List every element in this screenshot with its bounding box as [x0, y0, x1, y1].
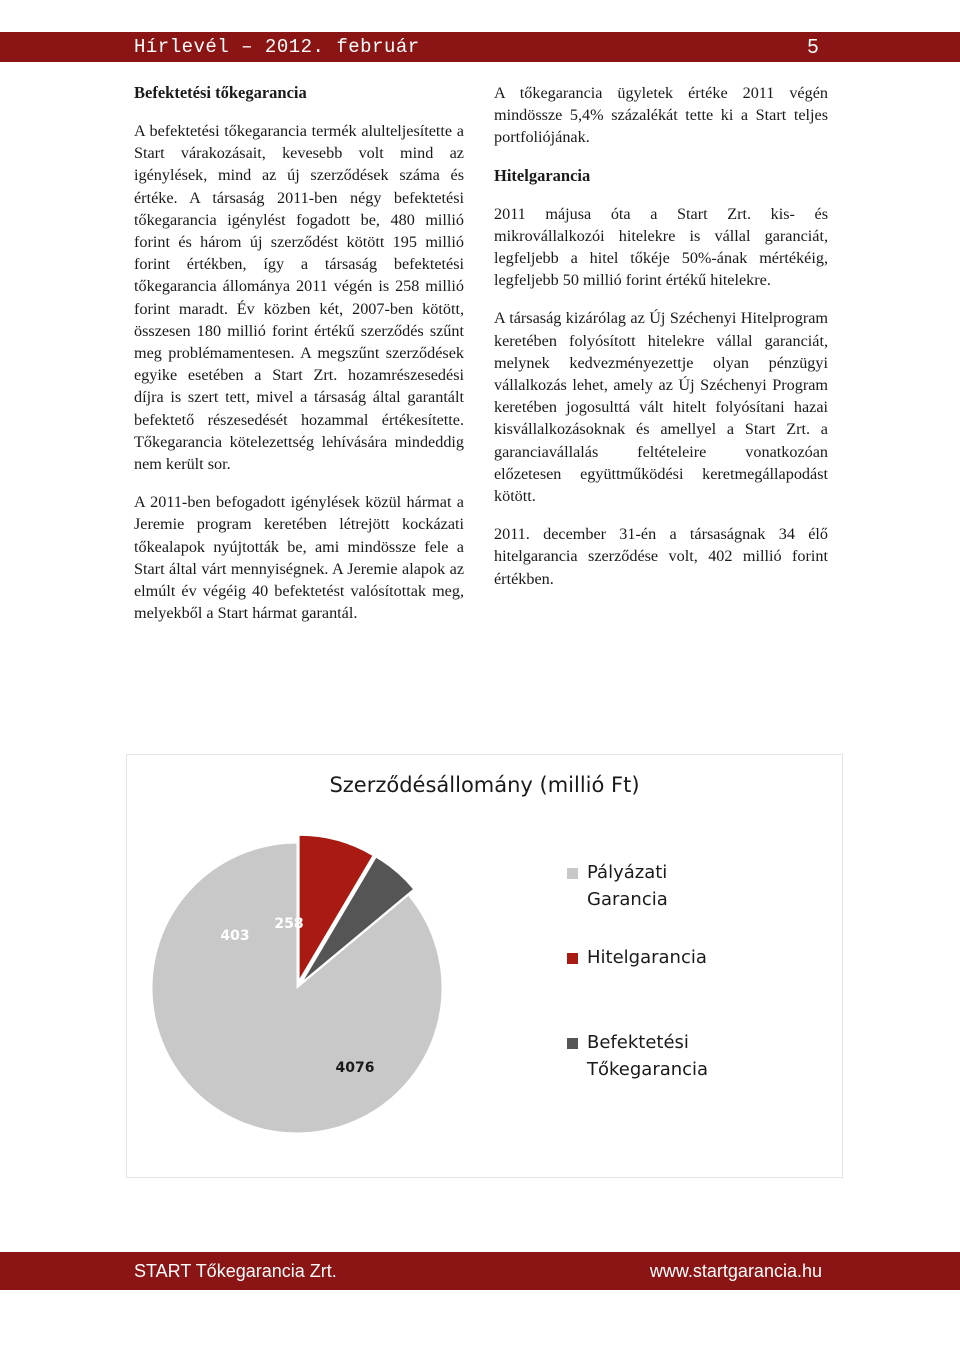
left-column: [134, 82, 464, 640]
section-heading-investment-guarantee: Befektetési tőkegarancia: [134, 83, 307, 102]
paragraph: A társaság kizárólag az Új Széchenyi Hitelprogram keretében folyósított hitelekre vállal garanciát, melynek kedvezményezettje olyan pénzügyi vállalkozás lehet, amely az Új Széchenyi Program keretében jogosulttá vált hitelt folyósítani hazai kisvállalkozásoknak és amellyel a Start Zrt. a garanciavállalás feltételeire vonatkozóan előzetesen együttműködési keretmegállapodást kötött.: [494, 309, 828, 506]
paragraph: A befektetési tőkegarancia termék alulteljesítette a Start várakozásait, kevesebb volt mind az igénylések, mind az új szerződések száma és értéke. A társaság 2011-ben négy befektetési tőkegarancia igénylést fogadott be, 480 millió forint és három új szerződést kötött 195 millió forint értékben, így a társaság befektetési tőkegarancia állománya 2011 végén is 258 millió forint maradt. Év közben két, 2007-ben kötött, összesen 180 millió forint értékű szerződés szűnt meg problémamentesen. A megszűnt szerződések egyike esetében a Start Zrt. hozamrészesedési díjra is szert tett, mivel a társaság által garantált befektető részesedését hozammal értékesítette. Tőkegarancia kötelezettség lehívására mindeddig nem került sor.: [134, 122, 464, 474]
newsletter-title: Hírlevél – 2012. február: [134, 36, 420, 58]
paragraph: 2011. december 31-én a társaságnak 34 élő hitelgarancia szerződése volt, 402 millió forint értékben.: [494, 525, 828, 588]
page-number: 5: [807, 36, 819, 58]
footer-website[interactable]: www.startgarancia.hu: [649, 1261, 822, 1281]
legend-label: Befektetési Tőkegarancia: [587, 1032, 709, 1080]
right-column: [494, 82, 828, 606]
pie-data-label: 4076: [335, 1060, 375, 1076]
legend-swatch: [567, 953, 578, 964]
pie-chart: [126, 754, 843, 1178]
pie-data-label: 403: [220, 928, 250, 944]
legend-label: Pályázati Garancia: [587, 862, 668, 910]
legend-label: Hitelgarancia: [587, 947, 707, 968]
paragraph: 2011 májusa óta a Start Zrt. kis- és mikrovállalkozói hitelekre is vállal garanciát, legfeljebb a hitel tőkéje 50%-ának mértékéig, legfeljebb 50 millió forint értékű hitelekre.: [494, 204, 828, 290]
chart-title: Szerződésállomány (millió Ft): [329, 773, 640, 797]
paragraph: A tőkegarancia ügyletek értéke 2011 végén mindössze 5,4% százalékát tette ki a Start teljes portfoliójának.: [494, 84, 828, 147]
paragraph: A 2011-ben befogadott igénylések közül hármat a Jeremie program keretében létrejött kockázati tőkealapok nyújtották be, ami mindössze fele a Start által várt mennyiségnek. A Jeremie alapok az elmúlt év végéig 40 befektetést valósítottak meg, melyekből a Start hármat garantál.: [134, 493, 464, 623]
legend-swatch: [567, 868, 578, 879]
pie-data-label: 258: [274, 916, 304, 932]
footer-bar: [0, 1252, 960, 1290]
footer-company: START Tőkegarancia Zrt.: [134, 1261, 337, 1281]
section-heading-loan-guarantee: Hitelgarancia: [494, 165, 591, 185]
legend-swatch: [567, 1038, 578, 1049]
header-bar: [0, 32, 960, 62]
